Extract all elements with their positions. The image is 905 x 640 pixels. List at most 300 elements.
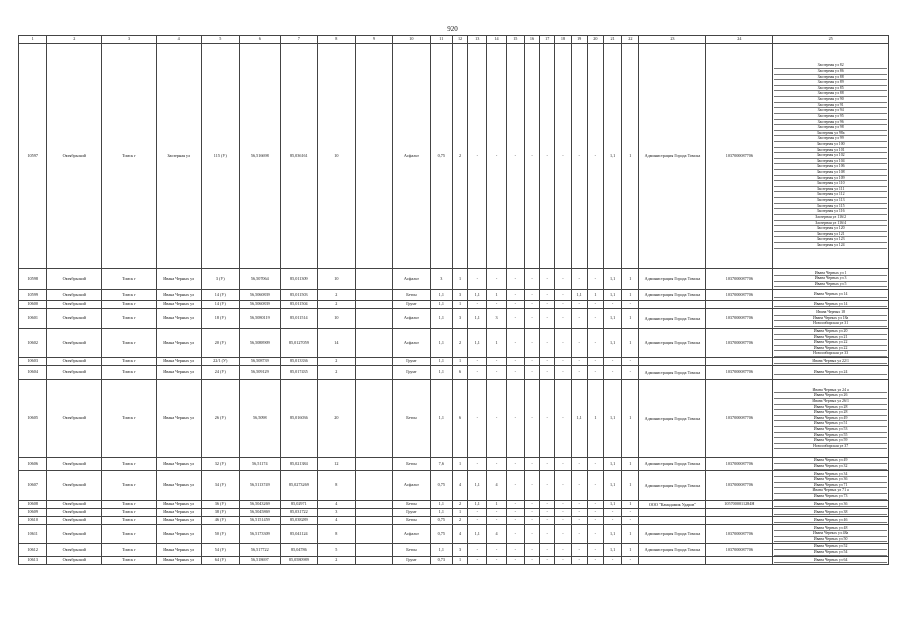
table-cell (355, 501, 393, 509)
table-cell: Октябрьский (47, 517, 102, 525)
table-cell: Томск г (102, 329, 157, 358)
table-cell: 2 (452, 517, 467, 525)
table-row (19, 380, 889, 458)
table-cell: 10606 (19, 458, 47, 471)
table-cell: Томск г (102, 471, 157, 501)
table-cell (355, 329, 393, 358)
table-cell: 1037000087706 (706, 471, 773, 501)
table-cell: - (555, 269, 571, 290)
table-cell: 4 (318, 501, 356, 509)
table-cell: 1 (452, 301, 467, 309)
table-cell: - (587, 269, 603, 290)
table-cell: - (571, 44, 587, 269)
address-line: Заозерная ул 88 (774, 91, 887, 97)
table-cell: 1,1 (430, 544, 452, 557)
table-cell: - (555, 309, 571, 329)
owner-cell (639, 557, 706, 565)
table-cell: Октябрьский (47, 301, 102, 309)
table-cell: 22/1 (У) (201, 358, 240, 366)
table-cell: - (506, 501, 524, 509)
table-cell: - (524, 471, 539, 501)
column-number: 11 (430, 36, 452, 44)
table-cell: 4 (452, 471, 467, 501)
addresses-cell (773, 290, 889, 301)
owner-cell: Администрация Города Томска (639, 544, 706, 557)
table-cell: 85,0580989 (280, 557, 318, 565)
table-cell: 85,036161 (280, 44, 318, 269)
address-line: Заозерная ул 101 (774, 148, 887, 154)
table-cell: 56,5098 (240, 380, 281, 458)
address-line: Заозерная ул 95 (774, 114, 887, 120)
table-cell: 1037000087706 (706, 525, 773, 544)
table-cell: Бетон (393, 380, 431, 458)
table-cell: 1,1 (430, 380, 452, 458)
table-cell: - (587, 329, 603, 358)
table-cell: 54 (У) (201, 544, 240, 557)
table-cell: - (603, 301, 621, 309)
table-cell: - (555, 380, 571, 458)
table-cell: - (587, 501, 603, 509)
table-cell: 3 (487, 309, 506, 329)
address-line: Ивана Черных ул 48 (774, 526, 887, 532)
column-number: 24 (706, 36, 773, 44)
table-cell: 64 (У) (201, 557, 240, 565)
table-cell: Томск г (102, 301, 157, 309)
address-line: Ивана Черных ул 14 (774, 292, 887, 298)
table-cell: Томск г (102, 309, 157, 329)
table-cell (355, 509, 393, 517)
addresses-cell (773, 501, 889, 509)
address-line: Ивана Черных ул 20 (774, 329, 887, 335)
table-cell: - (506, 380, 524, 458)
table-cell: 1057000011284H (706, 501, 773, 509)
table-cell: - (571, 366, 587, 380)
table-cell: - (506, 471, 524, 501)
addresses-cell (773, 301, 889, 309)
table-cell: - (524, 269, 539, 290)
addresses-cell (773, 525, 889, 544)
table-cell: 10604 (19, 366, 47, 380)
table-row (19, 471, 889, 501)
table-cell: - (555, 501, 571, 509)
addresses-cell (773, 471, 889, 501)
column-number: 7 (280, 36, 318, 44)
table-cell: 1,1 (571, 290, 587, 301)
table-cell: - (555, 366, 571, 380)
address-line: Новосибирская ул 37 (774, 444, 887, 450)
table-cell: Асфальт (393, 309, 431, 329)
table-cell (355, 557, 393, 565)
table-cell: 8 (318, 471, 356, 501)
address-line: Заозерная ул 96 (774, 120, 887, 126)
table-cell: Асфальт (393, 329, 431, 358)
table-cell: Октябрьский (47, 290, 102, 301)
table-cell: Томск г (102, 366, 157, 380)
table-cell: - (587, 309, 603, 329)
column-number: 9 (355, 36, 393, 44)
table-cell: - (487, 269, 506, 290)
owner-cell: Администрация Города Томска (639, 290, 706, 301)
table-cell: - (524, 544, 539, 557)
table-row (19, 458, 889, 471)
address-line: Заозерная ул 86 (774, 69, 887, 75)
table-cell: 56,518697 (240, 557, 281, 565)
address-line: Заозерная ул 111 (774, 187, 887, 193)
table-cell: 14 (У) (201, 301, 240, 309)
table-cell: - (506, 309, 524, 329)
table-cell: Грунт (393, 301, 431, 309)
table-cell: - (468, 358, 487, 366)
table-cell: 56,5043269 (240, 501, 281, 509)
table-cell: Томск г (102, 525, 157, 544)
table-cell: - (540, 544, 555, 557)
table-cell: - (487, 358, 506, 366)
column-number: 15 (506, 36, 524, 44)
column-number: 22 (622, 36, 639, 44)
address-line: Ивана Черных ул 49 (774, 458, 887, 464)
address-line: Новосибирская ул 31 (774, 321, 887, 327)
address-line: Заозерная ул 89 (774, 80, 887, 86)
table-cell: 56,5173309 (240, 525, 281, 544)
table-cell: - (524, 358, 539, 366)
table-cell: 56,5113749 (240, 471, 281, 501)
address-line: Заозерная ул 104 (774, 159, 887, 165)
table-cell: 56,509129 (240, 366, 281, 380)
table-cell: 10610 (19, 517, 47, 525)
table-cell: Асфальт (393, 269, 431, 290)
table-cell: 85,011504 (280, 301, 318, 309)
table-cell: 56,517722 (240, 544, 281, 557)
table-cell: 24 (У) (201, 366, 240, 380)
address-line: Заозерная ул 91 (774, 103, 887, 109)
address-line: Ивана Черных ул 73 (774, 494, 887, 500)
table-cell: - (555, 458, 571, 471)
owner-cell: Администрация Города Томска (639, 366, 706, 380)
column-number: 10 (393, 36, 431, 44)
table-cell: Октябрьский (47, 366, 102, 380)
table-cell: - (587, 544, 603, 557)
addresses-cell (773, 517, 889, 525)
table-cell: 56,5045869 (240, 509, 281, 517)
table-cell: Грунт (393, 509, 431, 517)
addresses-cell (773, 509, 889, 517)
table-cell: 1,1 (468, 290, 487, 301)
table-cell: 1,1 (430, 509, 452, 517)
owner-cell (639, 517, 706, 525)
page-number: 920 (447, 25, 458, 33)
table-cell: 1 (622, 269, 639, 290)
address-line: Заозерная ул 88 (774, 75, 887, 81)
table-cell: Октябрьский (47, 501, 102, 509)
table-cell: 1 (622, 471, 639, 501)
table-cell: 50 (У) (201, 525, 240, 544)
table-cell: 18 (У) (201, 309, 240, 329)
table-cell: - (468, 544, 487, 557)
addresses-cell (773, 366, 889, 380)
table-cell: Ивана Черных ул (156, 501, 201, 509)
table-cell: 1037000087706 (706, 380, 773, 458)
column-number: 5 (201, 36, 240, 44)
table-cell: 1 (622, 458, 639, 471)
table-cell: - (524, 366, 539, 380)
address-line: Заозерная ул 110 (774, 181, 887, 187)
table-cell: - (571, 309, 587, 329)
table-cell: 85,038289 (280, 517, 318, 525)
table-cell: 10609 (19, 509, 47, 517)
table-cell: - (571, 329, 587, 358)
table-cell: - (487, 509, 506, 517)
address-line: Заозерная ул 100 (774, 142, 887, 148)
table-cell: - (555, 509, 571, 517)
table-cell: 85,02971 (280, 501, 318, 509)
table-cell: 2 (318, 366, 356, 380)
table-cell: 1 (622, 544, 639, 557)
table-cell: Ивана Черных ул (156, 471, 201, 501)
table-cell: Томск г (102, 458, 157, 471)
table-cell: 1,1 (603, 380, 621, 458)
table-cell: 56,516698 (240, 44, 281, 269)
table-cell: - (468, 458, 487, 471)
table-cell: 38 (У) (201, 509, 240, 517)
table-cell: - (603, 517, 621, 525)
table-cell: - (540, 501, 555, 509)
table-cell: - (555, 525, 571, 544)
address-line: Ивана Черных ул 21 (774, 335, 887, 341)
table-cell: 1,1 (603, 290, 621, 301)
address-line: Ивана Черных 18 (774, 310, 887, 316)
table-cell: 10598 (19, 269, 47, 290)
table-cell: - (555, 301, 571, 309)
table-cell: 5 (318, 544, 356, 557)
table-cell: 1,1 (468, 501, 487, 509)
address-line: Ивана Черных ул 18а (774, 316, 887, 322)
table-row (19, 44, 889, 269)
table-row (19, 329, 889, 358)
table-cell: - (540, 329, 555, 358)
table-cell: 4 (487, 471, 506, 501)
table-cell: 85,011514 (280, 309, 318, 329)
address-line: Заозерная ул 116 (774, 209, 887, 215)
table-cell: 56,51174 (240, 458, 281, 471)
owner-cell: Администрация Города Томска (639, 269, 706, 290)
table-cell: 0,75 (430, 525, 452, 544)
table-cell (355, 517, 393, 525)
table-cell: 1 (452, 509, 467, 517)
table-cell: 2 (318, 301, 356, 309)
table-cell: 56,5060839 (240, 290, 281, 301)
table-cell: - (506, 301, 524, 309)
table-cell: - (487, 557, 506, 565)
table-cell (355, 309, 393, 329)
address-line: Заозерная ул 85 (774, 86, 887, 92)
address-line: Заозерная ул 124 (774, 243, 887, 249)
addresses-cell (773, 544, 889, 557)
table-cell: Бетон (393, 290, 431, 301)
table-cell (355, 44, 393, 269)
table-cell: 2 (452, 501, 467, 509)
table-cell: - (622, 366, 639, 380)
address-line: Ивана Черных ул 24 а (774, 388, 887, 394)
table-cell: 7,6 (430, 458, 452, 471)
table-row (19, 269, 889, 290)
table-cell: 10603 (19, 358, 47, 366)
address-line: Ивана Черных ул 28 (774, 405, 887, 411)
table-cell: 1 (622, 309, 639, 329)
table-cell: Ивана Черных ул (156, 366, 201, 380)
table-row (19, 517, 889, 525)
table-cell (355, 290, 393, 301)
column-number: 1 (19, 36, 47, 44)
table-cell: - (506, 269, 524, 290)
table-cell: - (506, 366, 524, 380)
table-cell: 1037000087706 (706, 329, 773, 358)
table-cell: Бетон (393, 544, 431, 557)
table-cell: 1 (452, 269, 467, 290)
table-cell: 0,75 (430, 471, 452, 501)
address-line: Ивана Черных ул 53 (774, 427, 887, 433)
table-cell: - (587, 517, 603, 525)
table-cell: 1037000087706 (706, 366, 773, 380)
table-cell: 26 (У) (201, 380, 240, 458)
table-cell: 1 (622, 525, 639, 544)
table-cell: - (524, 517, 539, 525)
table-cell: 56,5088909 (240, 329, 281, 358)
table-cell: 12 (318, 458, 356, 471)
table-cell: Томск г (102, 501, 157, 509)
table-cell: 1,1 (468, 309, 487, 329)
address-line: Ивана Черных ул 54 (774, 550, 887, 556)
table-cell: 1 (452, 458, 467, 471)
table-cell: 10602 (19, 329, 47, 358)
address-line: Заозерная ул 99 (774, 136, 887, 142)
table-cell: Томск г (102, 517, 157, 525)
table-cell: Ивана Черных ул (156, 290, 201, 301)
table-cell: 1,1 (430, 290, 452, 301)
table-cell: - (506, 509, 524, 517)
table-cell: 3 (452, 309, 467, 329)
table-cell: 10612 (19, 544, 47, 557)
address-line: Заозерная ул 116/4 (774, 221, 887, 227)
table-cell: 56,507064 (240, 269, 281, 290)
addresses-cell (773, 269, 889, 290)
table-cell: Томск г (102, 557, 157, 565)
address-line: Ивана Черных ул 22/1 (774, 359, 887, 365)
address-line: Ивана Черных ул 49 (774, 416, 887, 422)
table-cell: 1 (487, 329, 506, 358)
address-line: Заозерная ул 113 (774, 198, 887, 204)
table-cell: - (555, 517, 571, 525)
table-cell (706, 509, 773, 517)
address-line: Ивана Черных ул 59 (774, 438, 887, 444)
table-row (19, 366, 889, 380)
table-cell: 1,1 (468, 525, 487, 544)
table-cell: Ивана Черных ул (156, 269, 201, 290)
table-cell: Октябрьский (47, 509, 102, 517)
table-cell: 1,1 (603, 269, 621, 290)
table-cell: 1,1 (603, 544, 621, 557)
table-cell: 1,1 (571, 380, 587, 458)
table-cell: 1,1 (603, 44, 621, 269)
table-cell: 0,75 (430, 517, 452, 525)
table-row (19, 544, 889, 557)
table-cell: - (555, 358, 571, 366)
address-line: Ивана Черных ул 51 (774, 421, 887, 427)
table-cell: - (540, 309, 555, 329)
table-cell: - (571, 458, 587, 471)
column-number: 18 (555, 36, 571, 44)
table-cell: - (571, 301, 587, 309)
table-cell: Грунт (393, 557, 431, 565)
column-number: 4 (156, 36, 201, 44)
table-cell: - (540, 366, 555, 380)
table-cell: - (524, 290, 539, 301)
table-cell: - (468, 269, 487, 290)
table-cell: 20 (У) (201, 329, 240, 358)
address-line: Ивана Черных ул 46 (774, 518, 887, 524)
table-row (19, 358, 889, 366)
table-cell: Октябрьский (47, 358, 102, 366)
table-cell: Бетон (393, 458, 431, 471)
table-cell: Томск г (102, 380, 157, 458)
address-line: Заозерная ул 102 (774, 153, 887, 159)
table-cell: 3 (452, 290, 467, 301)
addresses-cell (773, 358, 889, 366)
table-cell: 85,013336 (280, 358, 318, 366)
table-cell: 1,1 (603, 309, 621, 329)
address-line: Ивана Черных ул 32 (774, 464, 887, 470)
addresses-cell (773, 458, 889, 471)
table-cell: - (506, 525, 524, 544)
table-cell: - (555, 329, 571, 358)
table-cell: Томск г (102, 44, 157, 269)
table-cell: - (622, 557, 639, 565)
table-cell: 85,04786 (280, 544, 318, 557)
table-cell: 2 (452, 44, 467, 269)
column-number: 19 (571, 36, 587, 44)
table-cell: Ивана Черных ул (156, 557, 201, 565)
table-cell: 32 (У) (201, 458, 240, 471)
table-cell: - (603, 509, 621, 517)
table-cell: 10601 (19, 309, 47, 329)
table-cell (355, 269, 393, 290)
table-cell: 1 (452, 358, 467, 366)
table-cell: Томск г (102, 358, 157, 366)
table-cell: Томск г (102, 269, 157, 290)
table-row (19, 290, 889, 301)
table-cell: 1,1 (430, 309, 452, 329)
table-cell: 85,0273269 (280, 471, 318, 501)
owner-cell: Администрация Города Томска (639, 329, 706, 358)
table-cell: - (468, 44, 487, 269)
table-cell: 1,1 (430, 366, 452, 380)
table-cell (355, 301, 393, 309)
table-cell: 1 (487, 501, 506, 509)
table-cell: 1,1 (430, 329, 452, 358)
owner-cell: Администрация Города Томска (639, 309, 706, 329)
table-cell: Асфальт (393, 525, 431, 544)
table-cell: 1037000087706 (706, 44, 773, 269)
address-line: Ивана Черных ул 52 (774, 544, 887, 550)
table-cell: - (603, 557, 621, 565)
table-cell: 4 (318, 517, 356, 525)
table-cell (706, 557, 773, 565)
table-cell: Томск г (102, 290, 157, 301)
table-cell: - (524, 458, 539, 471)
table-cell (355, 366, 393, 380)
table-cell: - (555, 290, 571, 301)
table-cell: 10608 (19, 501, 47, 509)
table-cell: - (622, 517, 639, 525)
